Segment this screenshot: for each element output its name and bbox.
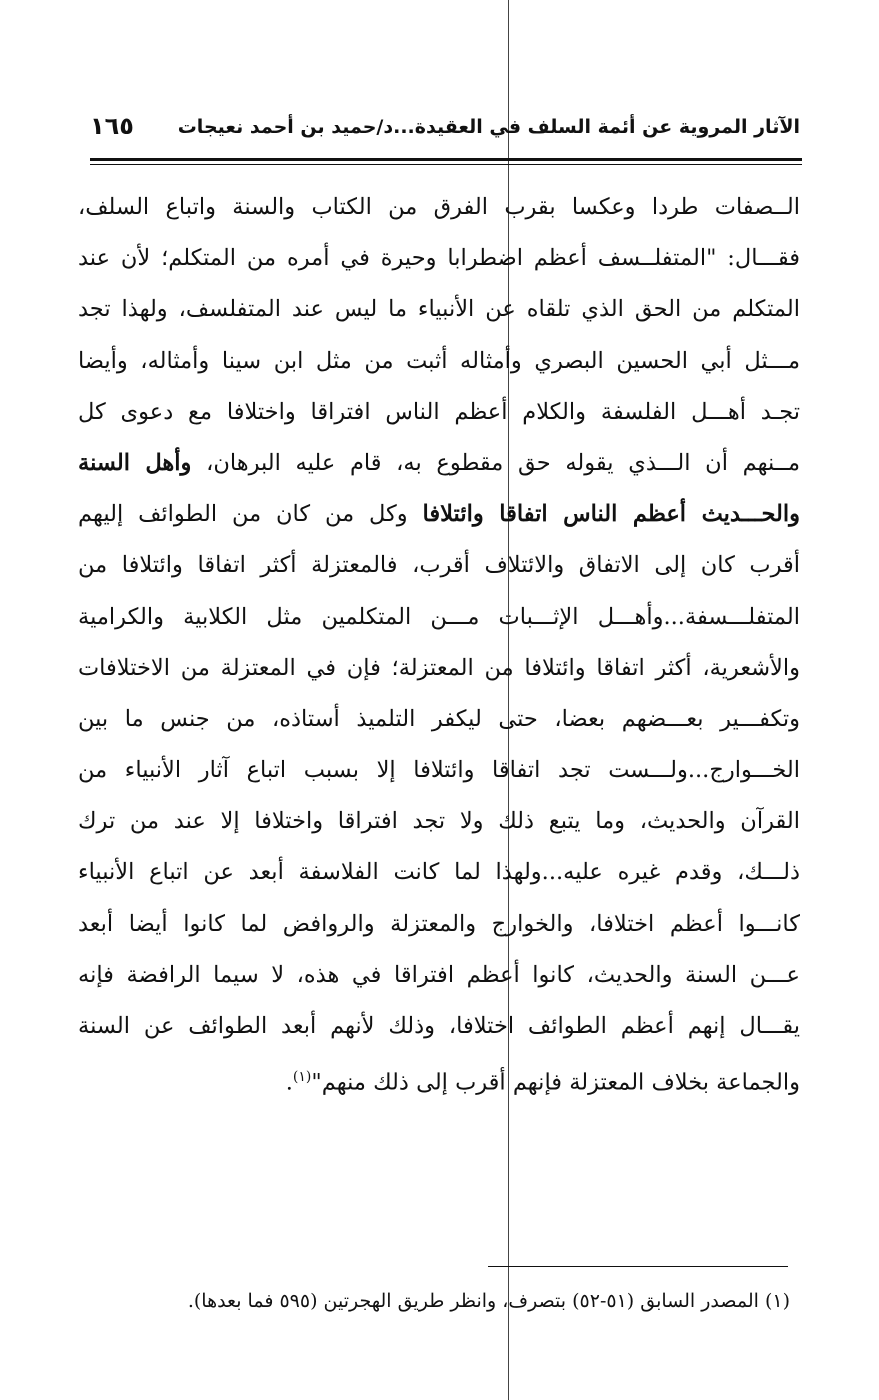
text-line: مـــثل أبي الحسين البصري وأمثاله أثبت من مثل ابن سينا وأمثاله، وأيضا — [78, 347, 800, 374]
text-line: الخـــوارج...ولـــست تجد اتفاقا وائتلافا إلا بسبب اتباع آثار الأنبياء من — [78, 757, 800, 784]
text-line: أقرب كان إلى الاتفاق والائتلاف أقرب، فالمعتزلة أكثر اتفاقا وائتلافا من — [78, 552, 800, 579]
text-line — [78, 1052, 800, 1103]
running-title: الآثار المروية عن أئمة السلف في العقيدة...د/حميد بن أحمد نعيجات — [177, 116, 800, 138]
page-header — [90, 112, 800, 152]
bold-phrase: وأهل السنة — [78, 449, 192, 476]
bold-phrase: والحـــديث أعظم الناس اتفاقا وائتلافا — [422, 501, 800, 528]
text-line: الــصفات طردا وعكسا بقرب الفرق من الكتاب والسنة واتباع السلف، — [78, 194, 800, 220]
footnote-separator — [488, 1266, 788, 1267]
text-line — [78, 489, 800, 540]
body-text — [78, 182, 800, 1103]
text-line: المتكلم من الحق الذي تلقاه عن الأنبياء ما ليس عند المتفلسف، ولهذا تجد — [78, 296, 800, 323]
text-segment: . — [285, 1069, 293, 1096]
text-line: وتكفـــير بعـــضهم بعضا، حتى ليكفر التلميذ أستاذه، من جنس ما بين — [78, 705, 800, 732]
text-line: عـــن السنة والحديث، كانوا أعظم افتراقا في هذه، لا سيما الرافضة فإنه — [78, 961, 800, 988]
header-rule-thin — [90, 164, 802, 165]
text-line: يقـــال إنهم أعظم الطوائف اختلافا، وذلك لأنهم أبعد الطوائف عن السنة — [78, 1013, 800, 1039]
text-segment: وكل من كان من الطوائف إليهم — [78, 501, 408, 528]
footnote-marker: (١) — [292, 1069, 312, 1086]
text-line — [78, 438, 800, 489]
text-line: والأشعرية، أكثر اتفاقا وائتلافا من المعتزلة؛ فإن في المعتزلة من الاختلافات — [78, 654, 800, 681]
text-line: تجـد أهـــل الفلسفة والكلام أعظم الناس افتراقا واختلافا مع دعوى كل — [78, 398, 800, 425]
text-segment: والجماعة بخلاف المعتزلة فإنهم أقرب إلى ذلك منهم" — [311, 1069, 800, 1096]
text-line: ذلـــك، وقدم غيره عليه...ولهذا لما كانت الفلاسفة أبعد عن اتباع الأنبياء — [78, 859, 800, 886]
footnote: (١) المصدر السابق (٥١-٥٢) بتصرف، وانظر طريق الهجرتين (٥٩٥ فما بعدها). — [187, 1290, 790, 1312]
header-rule-thick — [90, 158, 802, 161]
text-line: فقـــال: "المتفلــسف أعظم اضطرابا وحيرة في أمره من المتكلم؛ لأن عند — [78, 245, 800, 272]
text-segment: مــنهم أن الـــذي يقوله حق مقطوع به، قام عليه البرهان، — [206, 449, 800, 476]
page-number: ١٦٥ — [90, 112, 134, 140]
text-line: القرآن والحديث، وما يتبع ذلك ولا تجد افتراقا واختلافا إلا عند من ترك — [78, 808, 800, 835]
text-line: المتفلـــسفة...وأهـــل الإثـــبات مـــن المتكلمين مثل الكلابية والكرامية — [78, 603, 800, 630]
text-line: كانـــوا أعظم اختلافا، والخوارج والمعتزلة والروافض لما كانوا أيضا أبعد — [78, 910, 800, 937]
